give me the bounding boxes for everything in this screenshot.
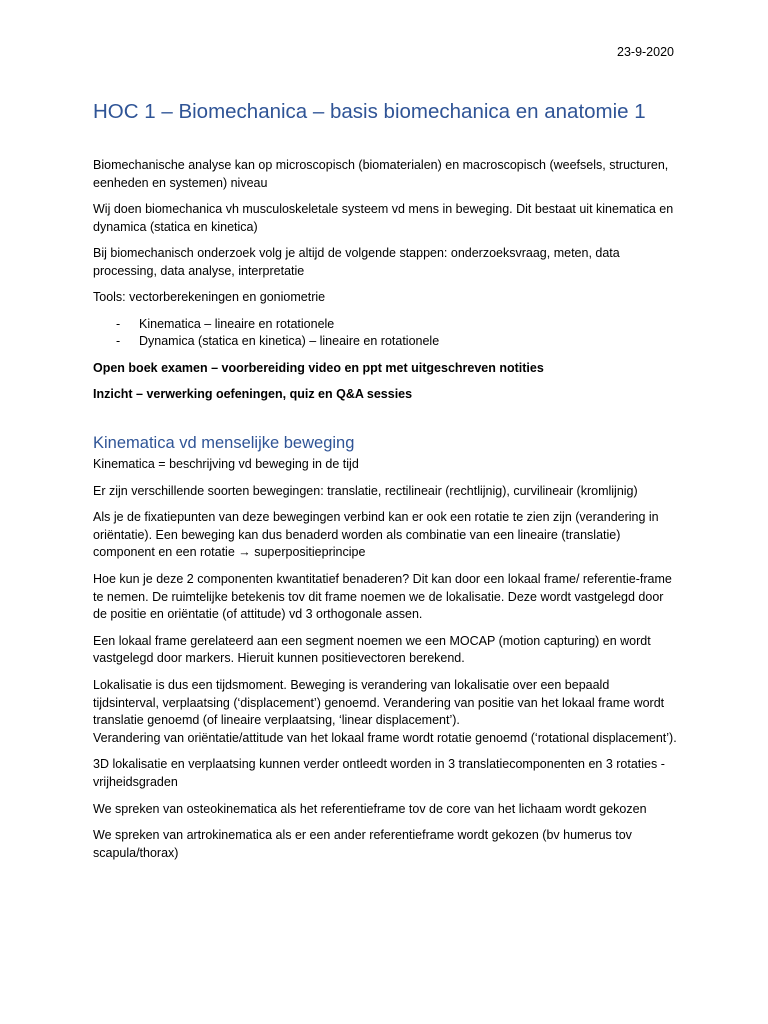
paragraph — [93, 677, 678, 748]
header-date: 23-9-2020 — [617, 45, 674, 59]
section-heading: Kinematica vd menselijke beweging — [93, 434, 355, 453]
bold-note: Inzicht – verwerking oefeningen, quiz en Q&A sessies — [93, 386, 413, 401]
paragraph-text: Lokalisatie is dus een tijdsmoment. Beweging is verandering van lokalisatie over een bepaald tijdsinterval, verplaatsing (‘displacement’) genoemd. Verandering van positie van het lokaal frame wordt translatie genoemd (of lineaire verplaatsing, ‘linear displacement’). — [93, 677, 665, 728]
paragraph: Wij doen biomechanica vh musculoskeletale systeem vd mens in beweging. Dit bestaat uit kinematica en dynamica (statica en kinetica) — [93, 202, 674, 234]
list-item-text: Dynamica (statica en kinetica) – lineaire en rotationele — [139, 334, 440, 349]
section-spacer — [93, 412, 678, 433]
paragraph: We spreken van artrokinematica als er een ander referentieframe wordt gekozen (bv humerus tov scapula/thorax) — [93, 827, 632, 860]
list-item — [93, 333, 678, 351]
paragraph: Tools: vectorberekeningen en goniometrie — [93, 290, 326, 305]
paragraph: Bij biomechanisch onderzoek volg je altijd de volgende stappen: onderzoeksvraag, meten, data processing, data analyse, interpretatie — [93, 246, 620, 278]
paragraph: Er zijn verschillende soorten bewegingen: translatie, rectilineair (rechtlijnig), curvilineair (kromlijnig) — [93, 483, 638, 498]
paragraph: Een lokaal frame gerelateerd aan een segment noemen we een MOCAP (motion capturing) en wordt vastgelegd door markers. Hieruit kunnen positievectoren berekend. — [93, 633, 651, 666]
paragraph: 3D lokalisatie en verplaatsing kunnen verder ontleedt worden in 3 translatiecomponenten en 3 rotaties - vrijheidsgraden — [93, 757, 665, 790]
tools-list — [93, 316, 678, 352]
list-item-text: Kinematica – lineaire en rotationele — [139, 316, 335, 331]
list-dash: - — [116, 334, 121, 349]
list-dash: - — [116, 316, 121, 331]
arrow-right-icon: → — [238, 545, 251, 560]
paragraph-text: Verandering van oriëntatie/attitude van het lokaal frame wordt rotatie genoemd (‘rotational displacement’). — [93, 731, 677, 746]
bold-note: Open boek examen – voorbereiding video en ppt met uitgeschreven notities — [93, 360, 544, 375]
paragraph-text: Als je de fixatiepunten van deze bewegingen verbind kan er ook een rotatie te zien zijn (verandering in oriëntatie). Een beweging kan dus benaderd worden als combinatie van een lineaire (translatie) component en een rotatie — [93, 509, 659, 560]
paragraph: We spreken van osteokinematica als het referentieframe tov de core van het lichaam wordt gekozen — [93, 801, 647, 816]
paragraph: Kinematica = beschrijving vd beweging in de tijd — [93, 457, 359, 472]
list-item — [93, 316, 678, 334]
paragraph — [93, 509, 678, 562]
page-title: HOC 1 – Biomechanica – basis biomechanica en anatomie 1 — [93, 100, 646, 123]
paragraph: Hoe kun je deze 2 componenten kwantitatief benaderen? Dit kan door een lokaal frame/ referentie-frame te nemen. De ruimtelijke betekenis tov dit frame noemen we de lokalisatie. Deze wordt vastgelegd door de positie en oriëntatie (of attitude) vd 3 orthogonale assen. — [93, 571, 672, 622]
paragraph-text: superpositieprincipe — [250, 545, 366, 560]
paragraph: Biomechanische analyse kan op microscopisch (biomaterialen) en macroscopisch (weefsels, structuren, eenheden en systemen) niveau — [93, 158, 669, 190]
document-body — [93, 99, 678, 871]
